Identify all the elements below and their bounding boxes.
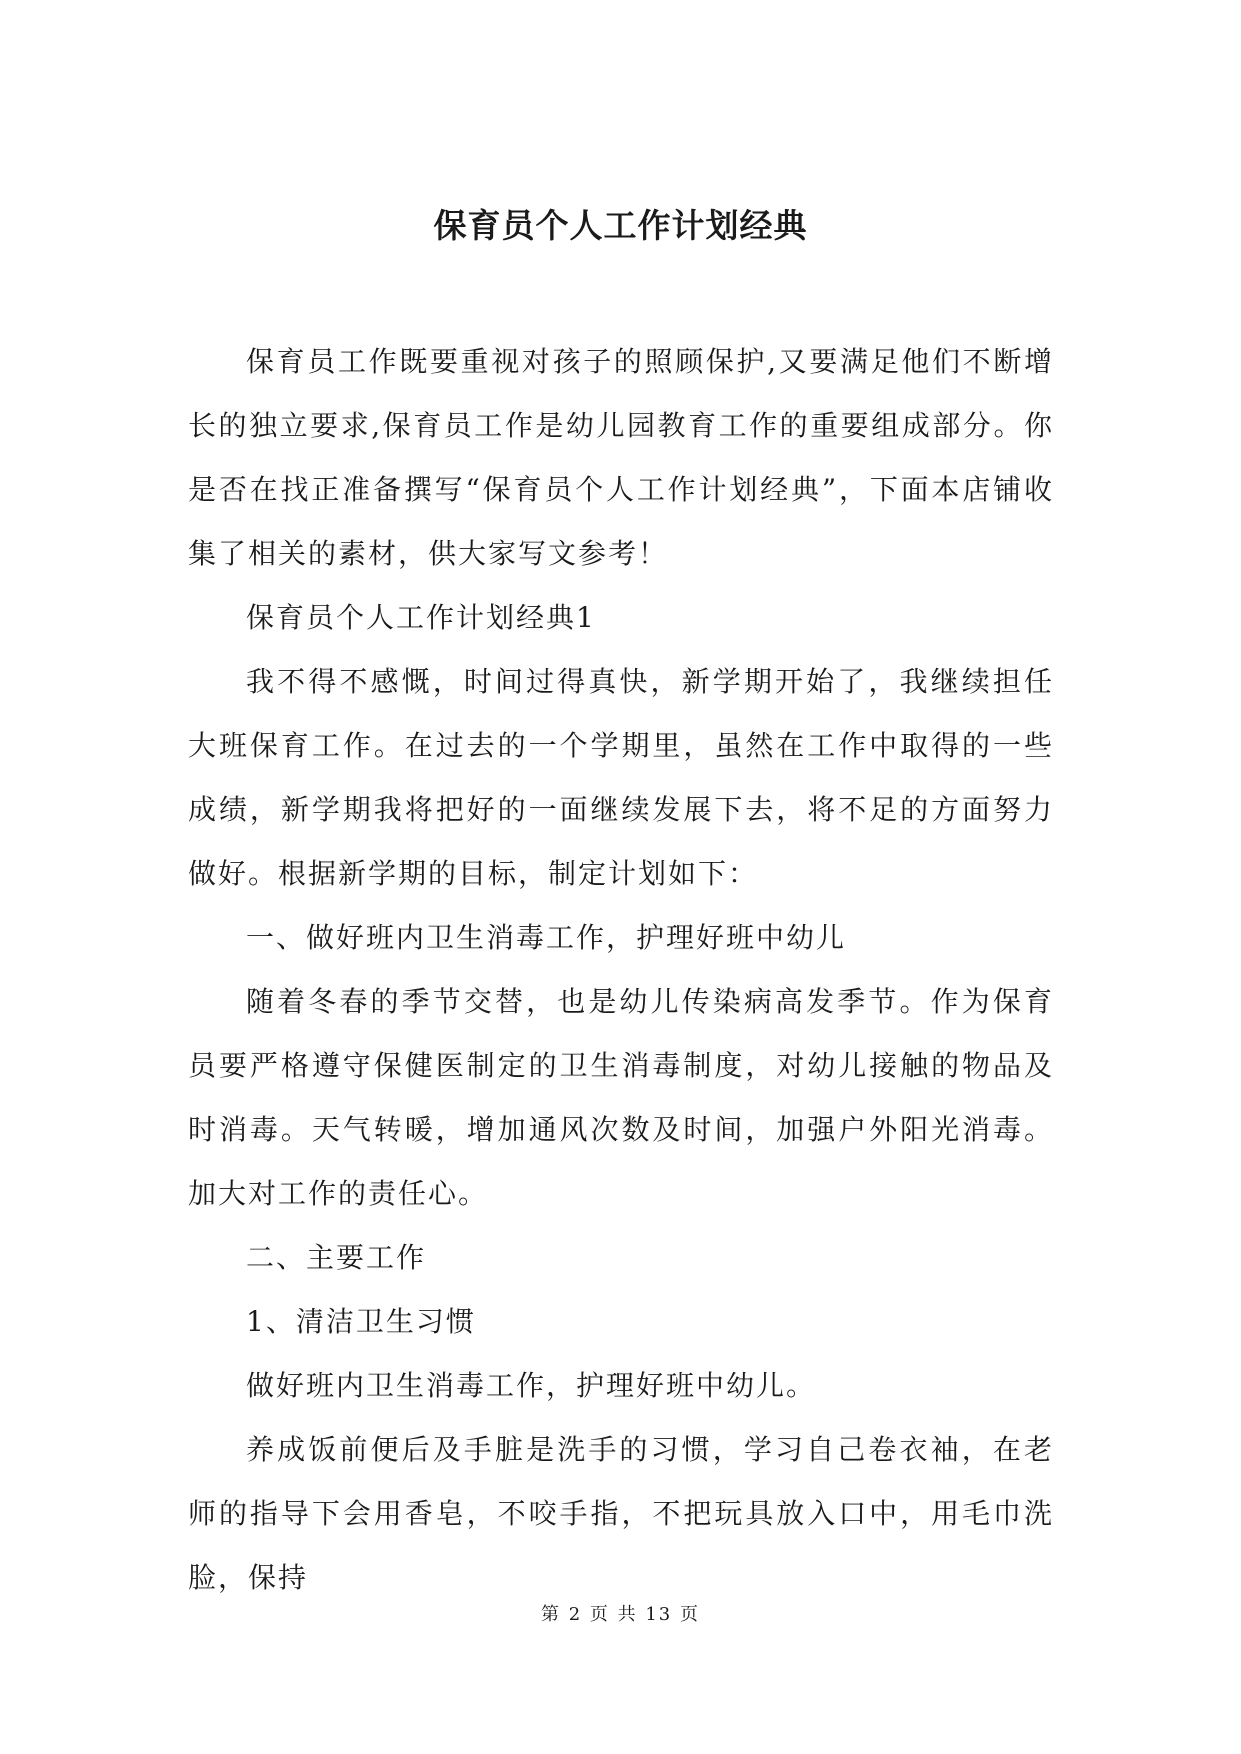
page-number-footer: 第 2 页 共 13 页 [541,1604,700,1625]
heading-hygiene-disinfection: 一、做好班内卫生消毒工作，护理好班中幼儿 [246,921,847,954]
document-body [188,330,1054,1610]
paragraph-intro: 保育员工作既要重视对孩子的照顾保护,又要满足他们不断增长的独立要求,保育员工作是幼儿园教育工作的重要组成部分。你是否在找正准备撰写“保育员个人工作计划经典”，下面本店铺收集了相关的素材，供大家写文参考！ [188,345,1054,570]
paragraph-new-semester: 我不得不感慨，时间过得真快，新学期开始了，我继续担任大班保育工作。在过去的一个学期里，虽然在工作中取得的一些成绩，新学期我将把好的一面继续发展下去，将不足的方面努力做好。根据新学期的目标，制定计划如下： [188,665,1054,890]
section-heading-plan-1: 保育员个人工作计划经典1 [246,601,596,634]
heading-main-work: 二、主要工作 [246,1241,427,1274]
paragraph-handwashing: 养成饭前便后及手脏是洗手的习惯，学习自己卷衣袖，在老师的指导下会用香皂，不咬手指，不把玩具放入口中，用毛巾洗脸，保持 [188,1433,1054,1594]
paragraph-hygiene-work: 做好班内卫生消毒工作，护理好班中幼儿。 [246,1369,817,1402]
heading-cleanliness-habits: 1、清洁卫生习惯 [246,1305,476,1338]
paragraph-season-change: 随着冬春的季节交替，也是幼儿传染病高发季节。作为保育员要严格遵守保健医制定的卫生消毒制度，对幼儿接触的物品及时消毒。天气转暖，增加通风次数及时间，加强户外阳光消毒。加大对工作的责任心。 [188,985,1054,1210]
document-title: 保育员个人工作计划经典 [433,206,808,245]
